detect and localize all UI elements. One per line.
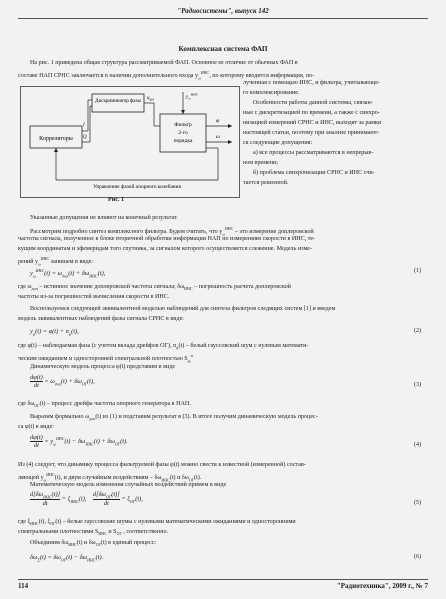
- paragraph-line: ные с дискретизацией по времени, а также с синхро-: [243, 110, 380, 116]
- paragraph-line: а) все процессы рассматриваются в непрерыв-: [253, 150, 374, 156]
- paragraph-line: кущим координатам и эфемеридам того спутника, за сигналом которого осуществляется слежение. Модель изме-: [18, 246, 313, 252]
- article-section-title: Комплексная система ФАП: [178, 45, 268, 53]
- equation-number: (4): [414, 442, 422, 448]
- paragraph-line: Рассмотрим подробно синтез комплексного фильтра. Будем считать, что $y_\omega^{ИНС}$ – это измерение доплеровской: [30, 226, 314, 237]
- equation-number: (2): [414, 328, 422, 334]
- filter-label-1: Фильтр: [174, 122, 192, 128]
- paragraph-line: рений $y_\omega^{ИНС}$ запишем в виде:: [18, 256, 94, 267]
- paragraph-line: где $\xi_{ИНС}(t)$, $\xi_{ОГ}(t)$ – белые гауссовские шумы с нулевыми математическими ожиданиями и односторонними: [18, 519, 296, 527]
- paragraph-line: ляющей $y_\omega^{ИНС}(t)$, и двум случайным воздействиям – $\delta\omega_{ИНС}(t)$ и $\delta\omega_{ОГ}(t)$.: [18, 472, 202, 483]
- paragraph-line: На рис. 1 приведена общая структура рассматриваемой ФАП. Основное ее отличие от обычных ФАП в: [30, 60, 298, 66]
- paragraph-line: настоящей статьи, поэтому при анализе принимают-: [243, 130, 380, 136]
- filter-label-3: порядка: [173, 138, 193, 144]
- equation-1: $y_\omega^{ИНС}(t) = \omega_{доп}(t) + \delta\omega_{ИНС}(t)$,: [30, 268, 106, 279]
- discriminator-label: Дискриминатор фазы: [95, 99, 141, 104]
- equation-6: $\delta\omega_\Sigma(t) = \delta\omega_{ОГ}(t) - \delta\omega_{ИНС}(t)$.: [30, 554, 104, 563]
- signal-Q-label: Q: [83, 135, 87, 140]
- block-diagram: [20, 86, 240, 198]
- equation-4: $\frac{d\varphi(t)}{dt}$ = $y_\omega^{ИНС}(t) - \delta\omega_{ИНС}(t) + \delta\omega_{ОГ}(t)$.: [30, 434, 128, 449]
- header-rule: [18, 18, 428, 19]
- equation-number: (3): [414, 382, 422, 388]
- paragraph-line: частоты из-за погрешностей вычисления скорости в ИНС.: [18, 294, 170, 300]
- paragraph-line: низацией измерений СРНС и ИНС, выходят за рамки: [243, 120, 382, 126]
- paragraph-line: го комплексирование.: [243, 90, 300, 96]
- signal-I-label: I: [83, 123, 85, 128]
- paragraph-line: ном времени;: [243, 160, 278, 166]
- journal-footer: "Радиотехника", 2009 г., № 7: [336, 582, 428, 590]
- paragraph-line: тается решенной.: [243, 180, 289, 186]
- paragraph-line: Указанные допущения не влияют на конечный результат.: [30, 215, 178, 221]
- paragraph-line: где φ(t) – наблюдаемая фаза (с учетом вклада дрейфов ОГ), $n_\varphi(t)$ – белый гауссовский шум с нулевым математи-: [18, 343, 309, 351]
- paragraph-line: Особенности работы данной системы, связан-: [253, 100, 373, 106]
- paragraph-line: Воспользуемся следующей эквивалентной моделью наблюдений для синтеза фильтров следящих систем [1] и введем: [30, 306, 336, 312]
- page-number: 114: [18, 582, 29, 590]
- equation-number: (5): [414, 500, 422, 506]
- paragraph-line: лученная с помощью ИНС, и фильтра, учитывающе-: [243, 80, 380, 86]
- running-title: "Радиосистемы", выпуск 142: [177, 7, 269, 15]
- signal-y-ins-label: $y_\omega^{ИНС}$: [186, 92, 199, 101]
- paragraph-line: Математическую модель изменения случайных воздействий примем в виде: [30, 482, 227, 488]
- equation-number: (6): [414, 554, 422, 560]
- paragraph-line: Объединим $\delta\omega_{ИНС}(t)$ и $\delta\omega_{ОГ}(t)$ в единый процесс:: [30, 540, 157, 548]
- equation-number: (1): [414, 268, 422, 274]
- equation-2: $y_\varphi(t) = \varphi(t) + n_\varphi(t)$,: [30, 328, 79, 337]
- paragraph-line: составе НАП СРНС заключается в наличии дополнительного входа $y_\omega^{ИНС}$, по которому вводится информация, по-: [18, 70, 315, 81]
- paragraph-line: где $\delta\omega_{ОГ}(t)$ – процесс дрейфа частоты опорного генератора в НАП.: [18, 401, 191, 409]
- figure-caption: Рис. 1: [108, 197, 125, 203]
- paragraph-line: ческим ожиданием и односторонней спектральной плотностью $S_ю^и$: [18, 353, 193, 364]
- signal-omega-label: ω: [216, 134, 220, 140]
- feedback-label: Управление фазой опорного колебания: [93, 184, 181, 190]
- equation-5: $d[\delta\omega_{ИНС}(t)]$ dt = $\xi_{ИНС}(t)$, $d[\delta\omega_{ОГ}(t)]$ dt = $\xi_{ОГ}(t)$,: [30, 491, 143, 508]
- equation-3: $\frac{d\varphi(t)}{dt}$ = $\omega_{доп}(t) + \delta\omega_{ОГ}(t)$,: [30, 374, 95, 389]
- paragraph-line: модель эквивалентных наблюдений фазы сигнала СРНС в виде:: [18, 316, 184, 322]
- paragraph-line: Выразим формально $\omega_{доп}(t)$ из (1) и подставим результат в (3). В итоге получим динамическую модель процес-: [30, 414, 318, 422]
- filter-label-2: 2-го: [178, 130, 188, 136]
- paragraph-line: ся следующие допущения:: [243, 140, 313, 146]
- paragraph-line: где $\omega_{доп}$ – истинное значение доплеровской частоты сигнала; $\delta\omega_{ИНС}$ – погрешность расчета доплеровской: [18, 284, 291, 292]
- paragraph-line: Динамическую модель процесса φ(t) представим в виде: [30, 364, 176, 370]
- footer-rule: [18, 579, 428, 580]
- signal-u-label: $u_{фд}$: [147, 96, 154, 102]
- paragraph-line: са φ(t) в виде:: [18, 424, 54, 430]
- paragraph-line: спектральными плотностями $S_{ИНС}$ и $S_{ОГ}$ , соответственно.: [18, 529, 169, 537]
- signal-phi-label: φ: [216, 118, 220, 124]
- paragraph-line: б) проблема синхронизации СРНС и ИНС счи-: [253, 170, 375, 176]
- correlator-label: Корреляторы: [39, 136, 73, 142]
- paragraph-line: частоты сигнала, полученное в блоке вторичной обработки информации НАП по измерениям скорости в ИНС, те-: [18, 236, 316, 242]
- paragraph-line: Из (4) следует, что динамику процесса фильтруемой фазы φ(t) можно свести к известной (измеренной) состав-: [18, 462, 306, 468]
